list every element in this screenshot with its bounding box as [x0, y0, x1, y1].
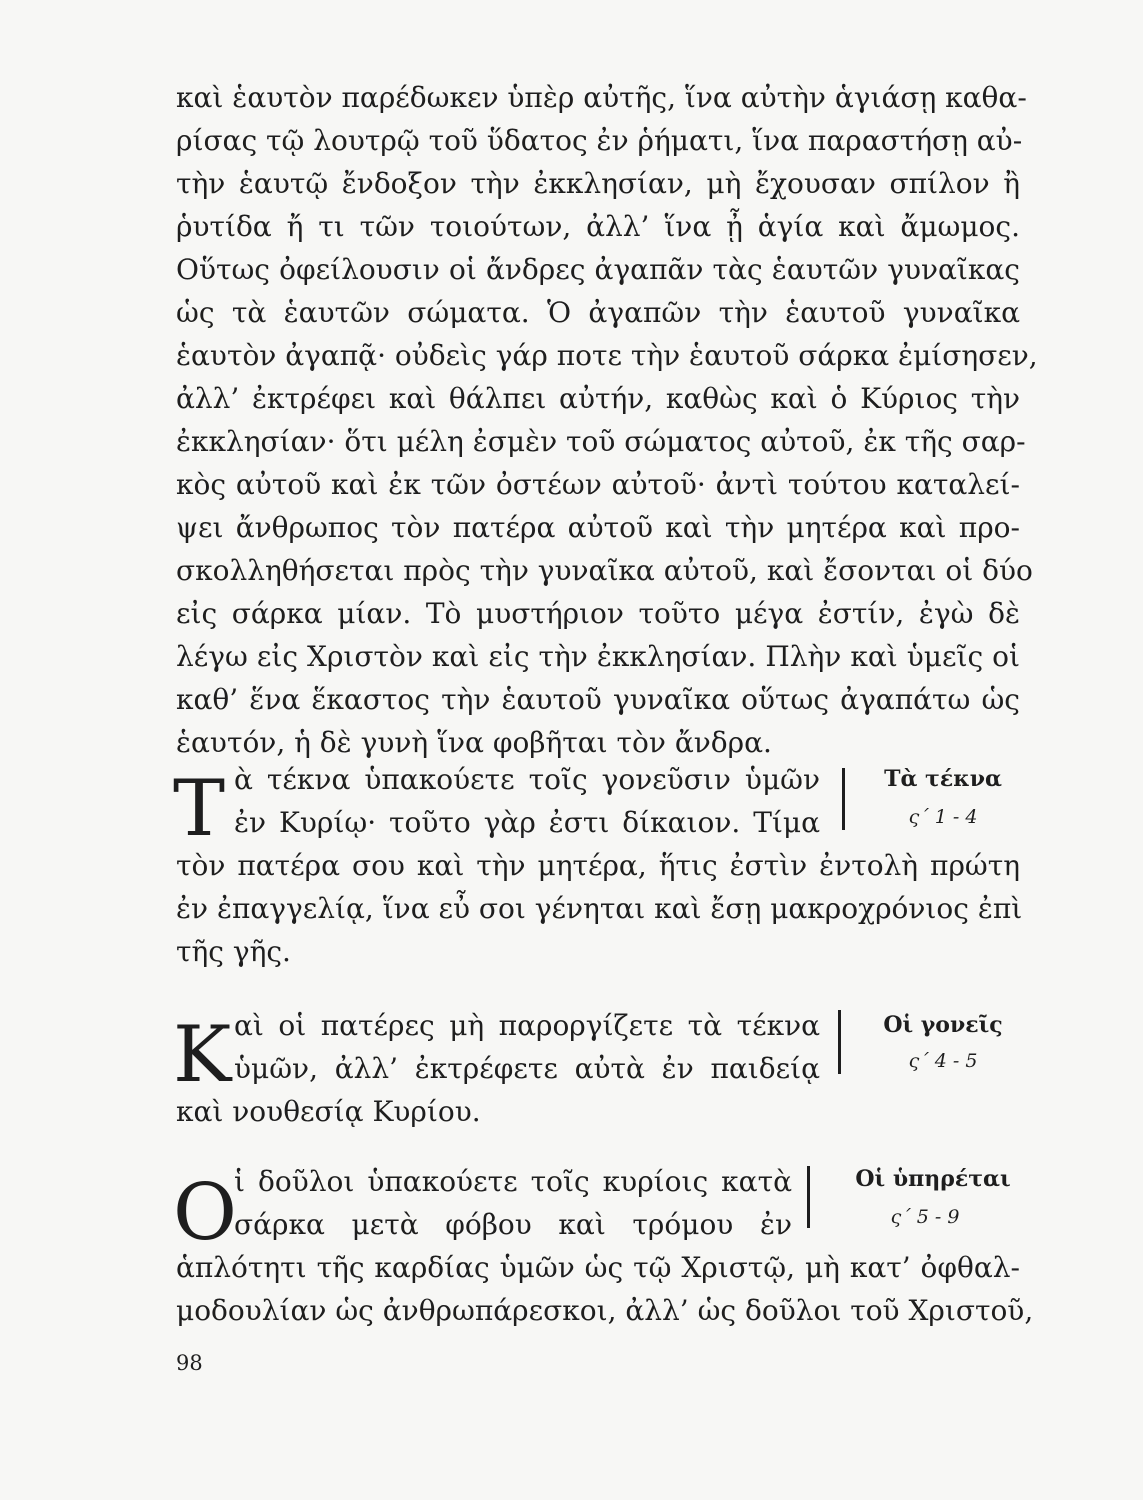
margin-rule: [838, 1010, 841, 1074]
text-line: ρίσας τῷ λουτρῷ τοῦ ὕδατος ἐν ῥήματι, ἵνα παραστήσῃ αὐ-: [176, 124, 1023, 157]
drop-cap: Κ: [173, 1010, 232, 1100]
text-line: ῥυτίδα ἤ τι τῶν τοιούτων, ἀλλ’ ἵνα ᾖ ἁγία καὶ ἄμωμος.: [176, 210, 1020, 243]
text-line: ἐν ἐπαγγελίᾳ, ἵνα εὖ σοι γένηται καὶ ἔσῃ μακροχρόνιος ἐπὶ: [176, 892, 1023, 925]
text-line: ἑαυτόν, ἡ δὲ γυνὴ ἵνα φοβῆται τὸν ἄνδρα.: [176, 726, 772, 759]
text-line: ἀλλ’ ἐκτρέφει καὶ θάλπει αὐτήν, καθὼς καὶ ὁ Κύριος τὴν: [176, 382, 1020, 415]
text-line: κὸς αὐτοῦ καὶ ἐκ τῶν ὀστέων αὐτοῦ· ἀντὶ τούτου καταλεί-: [176, 468, 1020, 501]
text-line: Οὕτως ὀφείλουσιν οἱ ἄνδρες ἀγαπᾶν τὰς ἑαυτῶν γυναῖκας: [176, 253, 1020, 286]
text-line: καὶ νουθεσίᾳ Κυρίου.: [176, 1095, 481, 1128]
text-line: ὰ τέκνα ὑπακούετε τοῖς γονεῦσιν ὑμῶν: [234, 763, 820, 796]
text-line: ἐν Κυρίῳ· τοῦτο γὰρ ἐστι δίκαιον. Τίμα: [234, 806, 820, 839]
text-line: καὶ ἑαυτὸν παρέδωκεν ὑπὲρ αὐτῆς, ἵνα αὐτὴν ἁγιάσῃ καθα-: [176, 81, 1027, 114]
text-line: ψει ἄνθρωπος τὸν πατέρα αὐτοῦ καὶ τὴν μητέρα καὶ προ-: [176, 511, 1020, 544]
text-line: ἐκκλησίαν· ὅτι μέλη ἐσμὲν τοῦ σώματος αὐτοῦ, ἐκ τῆς σαρ-: [176, 425, 1026, 458]
margin-reference: ς΄ 4 - 5: [908, 1050, 978, 1072]
text-line: ἁπλότητι τῆς καρδίας ὑμῶν ὡς τῷ Χριστῷ, μὴ κατ’ ὀφθαλ-: [176, 1251, 1020, 1284]
text-line: ἱ δοῦλοι ὑπακούετε τοῖς κυρίοις κατὰ: [234, 1165, 792, 1198]
margin-title: Οἱ ὑπηρέται: [855, 1166, 1011, 1192]
text-line: εἰς σάρκα μίαν. Τὸ μυστήριον τοῦτο μέγα ἐστίν, ἐγὼ δὲ: [176, 597, 1020, 630]
margin-rule: [842, 768, 845, 830]
text-line: ἑαυτὸν ἀγαπᾷ· οὐδεὶς γάρ ποτε τὴν ἑαυτοῦ σάρκα ἐμίσησεν,: [176, 339, 1038, 372]
text-line: σάρκα μετὰ φόβου καὶ τρόμου ἐν: [234, 1208, 792, 1241]
text-line: λέγω εἰς Χριστὸν καὶ εἰς τὴν ἐκκλησίαν. Πλὴν καὶ ὑμεῖς οἱ: [176, 640, 1020, 673]
margin-rule: [807, 1166, 810, 1228]
drop-cap: Τ: [173, 764, 226, 854]
text-line: αὶ οἱ πατέρες μὴ παροργίζετε τὰ τέκνα: [234, 1009, 820, 1042]
text-line: τῆς γῆς.: [176, 935, 291, 968]
margin-title: Οἱ γονεῖς: [883, 1012, 1003, 1038]
margin-reference: ς΄ 1 - 4: [908, 806, 978, 828]
text-line: τὸν πατέρα σου καὶ τὴν μητέρα, ἥτις ἐστὶν ἐντολὴ πρώτη: [176, 849, 1020, 882]
page-number: 98: [176, 1351, 203, 1375]
text-line: μοδουλίαν ὡς ἀνθρωπάρεσκοι, ἀλλ’ ὡς δοῦλοι τοῦ Χριστοῦ,: [176, 1294, 1034, 1327]
text-line: ὡς τὰ ἑαυτῶν σώματα. Ὁ ἀγαπῶν τὴν ἑαυτοῦ γυναῖκα: [176, 296, 1020, 329]
text-line: σκολληθήσεται πρὸς τὴν γυναῖκα αὐτοῦ, καὶ ἔσονται οἱ δύο: [176, 554, 1033, 587]
text-line: ὑμῶν, ἀλλ’ ἐκτρέφετε αὐτὰ ἐν παιδείᾳ: [234, 1052, 820, 1085]
text-line: καθ’ ἕνα ἕκαστος τὴν ἑαυτοῦ γυναῖκα οὕτως ἀγαπάτω ὡς: [176, 683, 1020, 716]
text-line: τὴν ἑαυτῷ ἔνδοξον τὴν ἐκκλησίαν, μὴ ἔχουσαν σπίλον ἢ: [176, 167, 1020, 200]
margin-title: Τὰ τέκνα: [884, 766, 1002, 792]
margin-reference: ς΄ 5 - 9: [890, 1206, 960, 1228]
drop-cap: Ο: [173, 1168, 237, 1258]
